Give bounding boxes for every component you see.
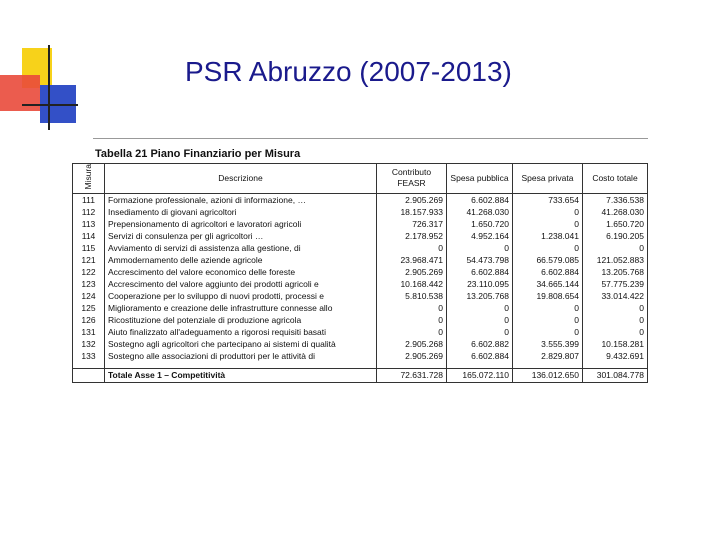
- row-spesa-pubblica: 4.952.164: [447, 230, 513, 242]
- header-spesa-privata: Spesa privata: [513, 164, 583, 194]
- logo-vertical-line: [48, 45, 50, 130]
- row-spesa-privata: 19.808.654: [513, 290, 583, 302]
- row-costo-totale: 121.052.883: [583, 254, 648, 266]
- total-privata: 136.012.650: [513, 368, 583, 382]
- row-costo-totale: 41.268.030: [583, 206, 648, 218]
- row-code: 131: [73, 326, 105, 338]
- row-code: 111: [73, 193, 105, 206]
- row-feasr: 726.317: [377, 218, 447, 230]
- row-feasr: 23.968.471: [377, 254, 447, 266]
- row-costo-totale: 0: [583, 302, 648, 314]
- table-row: [73, 254, 648, 266]
- row-costo-totale: 57.775.239: [583, 278, 648, 290]
- table-row: [73, 290, 648, 302]
- row-code: 115: [73, 242, 105, 254]
- row-feasr: 2.905.269: [377, 193, 447, 206]
- row-code: 124: [73, 290, 105, 302]
- row-code: 132: [73, 338, 105, 350]
- row-feasr: 18.157.933: [377, 206, 447, 218]
- row-description: Formazione professionale, azioni di informazione, …: [105, 193, 377, 206]
- table-caption-text: Piano Finanziario per Misura: [150, 148, 301, 160]
- row-feasr: 2.905.268: [377, 338, 447, 350]
- row-spesa-privata: 66.579.085: [513, 254, 583, 266]
- row-spesa-pubblica: 1.650.720: [447, 218, 513, 230]
- row-spesa-pubblica: 13.205.768: [447, 290, 513, 302]
- row-code: 126: [73, 314, 105, 326]
- slide-title: PSR Abruzzo (2007-2013): [185, 56, 512, 87]
- row-description: Avviamento di servizi di assistenza alla gestione, di: [105, 242, 377, 254]
- row-spesa-privata: 0: [513, 302, 583, 314]
- row-spesa-pubblica: 6.602.884: [447, 193, 513, 206]
- row-costo-totale: 6.190.205: [583, 230, 648, 242]
- row-spesa-privata: 2.829.807: [513, 350, 583, 362]
- row-code: 113: [73, 218, 105, 230]
- table-row: [73, 193, 648, 206]
- header-descrizione: Descrizione: [105, 164, 377, 194]
- row-feasr: 5.810.538: [377, 290, 447, 302]
- row-spesa-privata: 0: [513, 326, 583, 338]
- row-spesa-pubblica: 0: [447, 314, 513, 326]
- table-total-row: [73, 368, 648, 382]
- row-feasr: 0: [377, 302, 447, 314]
- row-costo-totale: 0: [583, 242, 648, 254]
- row-description: Aiuto finalizzato all'adeguamento a rigorosi requisiti basati: [105, 326, 377, 338]
- table-row: [73, 278, 648, 290]
- row-code: 121: [73, 254, 105, 266]
- logo-horizontal-line: [22, 104, 78, 106]
- total-totale: 301.084.778: [583, 368, 648, 382]
- row-spesa-privata: 1.238.041: [513, 230, 583, 242]
- row-code: 122: [73, 266, 105, 278]
- row-costo-totale: 10.158.281: [583, 338, 648, 350]
- row-description: Insediamento di giovani agricoltori: [105, 206, 377, 218]
- row-feasr: 0: [377, 242, 447, 254]
- row-spesa-pubblica: 6.602.884: [447, 266, 513, 278]
- row-description: Sostegno agli agricoltori che partecipano ai sistemi di qualità: [105, 338, 377, 350]
- row-description: Ricostituzione del potenziale di produzione agricola: [105, 314, 377, 326]
- table-row: [73, 302, 648, 314]
- row-description: Accrescimento del valore aggiunto dei prodotti agricoli e: [105, 278, 377, 290]
- table-header-row: [73, 164, 648, 194]
- table-row: [73, 326, 648, 338]
- row-spesa-pubblica: 6.602.884: [447, 350, 513, 362]
- row-spesa-privata: 0: [513, 314, 583, 326]
- row-feasr: 2.178.952: [377, 230, 447, 242]
- row-spesa-privata: 0: [513, 206, 583, 218]
- row-costo-totale: 13.205.768: [583, 266, 648, 278]
- row-spesa-pubblica: 23.110.095: [447, 278, 513, 290]
- row-description: Sostegno alle associazioni di produttori per le attività di: [105, 350, 377, 362]
- row-feasr: 2.905.269: [377, 350, 447, 362]
- table-row: [73, 338, 648, 350]
- row-spesa-pubblica: 41.268.030: [447, 206, 513, 218]
- row-costo-totale: 0: [583, 326, 648, 338]
- table-row: [73, 218, 648, 230]
- table-caption-number: Tabella 21: [95, 148, 148, 160]
- row-description: Accrescimento del valore economico delle foreste: [105, 266, 377, 278]
- row-spesa-pubblica: 6.602.882: [447, 338, 513, 350]
- header-costo-totale: Costo totale: [583, 164, 648, 194]
- row-spesa-pubblica: 0: [447, 326, 513, 338]
- table-caption: [95, 148, 300, 160]
- total-label: Totale Asse 1 – Competitività: [105, 368, 377, 382]
- row-code: 112: [73, 206, 105, 218]
- row-spesa-privata: 6.602.884: [513, 266, 583, 278]
- row-spesa-privata: 3.555.399: [513, 338, 583, 350]
- row-spesa-pubblica: 54.473.798: [447, 254, 513, 266]
- row-feasr: 0: [377, 314, 447, 326]
- table-row: [73, 230, 648, 242]
- header-spesa-pubblica: Spesa pubblica: [447, 164, 513, 194]
- header-contributo: Contributo FEASR: [377, 164, 447, 194]
- table-top-rule: [93, 138, 648, 139]
- table-row: [73, 314, 648, 326]
- row-spesa-privata: 34.665.144: [513, 278, 583, 290]
- row-code: 125: [73, 302, 105, 314]
- table-row: [73, 350, 648, 362]
- row-description: Ammodernamento delle aziende agricole: [105, 254, 377, 266]
- row-spesa-pubblica: 0: [447, 242, 513, 254]
- total-feasr: 72.631.728: [377, 368, 447, 382]
- financial-table: [72, 163, 648, 383]
- total-pubblica: 165.072.110: [447, 368, 513, 382]
- row-description: Cooperazione per lo sviluppo di nuovi prodotti, processi e: [105, 290, 377, 302]
- row-spesa-privata: 0: [513, 218, 583, 230]
- row-spesa-privata: 0: [513, 242, 583, 254]
- row-costo-totale: 7.336.538: [583, 193, 648, 206]
- row-description: Miglioramento e creazione delle infrastrutture connesse allo: [105, 302, 377, 314]
- row-description: Servizi di consulenza per gli agricoltori …: [105, 230, 377, 242]
- table-row: [73, 242, 648, 254]
- header-misura: Misura: [73, 164, 105, 194]
- table-row: [73, 266, 648, 278]
- row-feasr: 0: [377, 326, 447, 338]
- row-description: Prepensionamento di agricoltori e lavoratori agricoli: [105, 218, 377, 230]
- row-feasr: 10.168.442: [377, 278, 447, 290]
- row-costo-totale: 1.650.720: [583, 218, 648, 230]
- row-spesa-pubblica: 0: [447, 302, 513, 314]
- row-code: 114: [73, 230, 105, 242]
- row-code: 123: [73, 278, 105, 290]
- row-costo-totale: 9.432.691: [583, 350, 648, 362]
- row-spesa-privata: 733.654: [513, 193, 583, 206]
- row-costo-totale: 33.014.422: [583, 290, 648, 302]
- table-row: [73, 206, 648, 218]
- row-code: 133: [73, 350, 105, 362]
- row-costo-totale: 0: [583, 314, 648, 326]
- row-feasr: 2.905.269: [377, 266, 447, 278]
